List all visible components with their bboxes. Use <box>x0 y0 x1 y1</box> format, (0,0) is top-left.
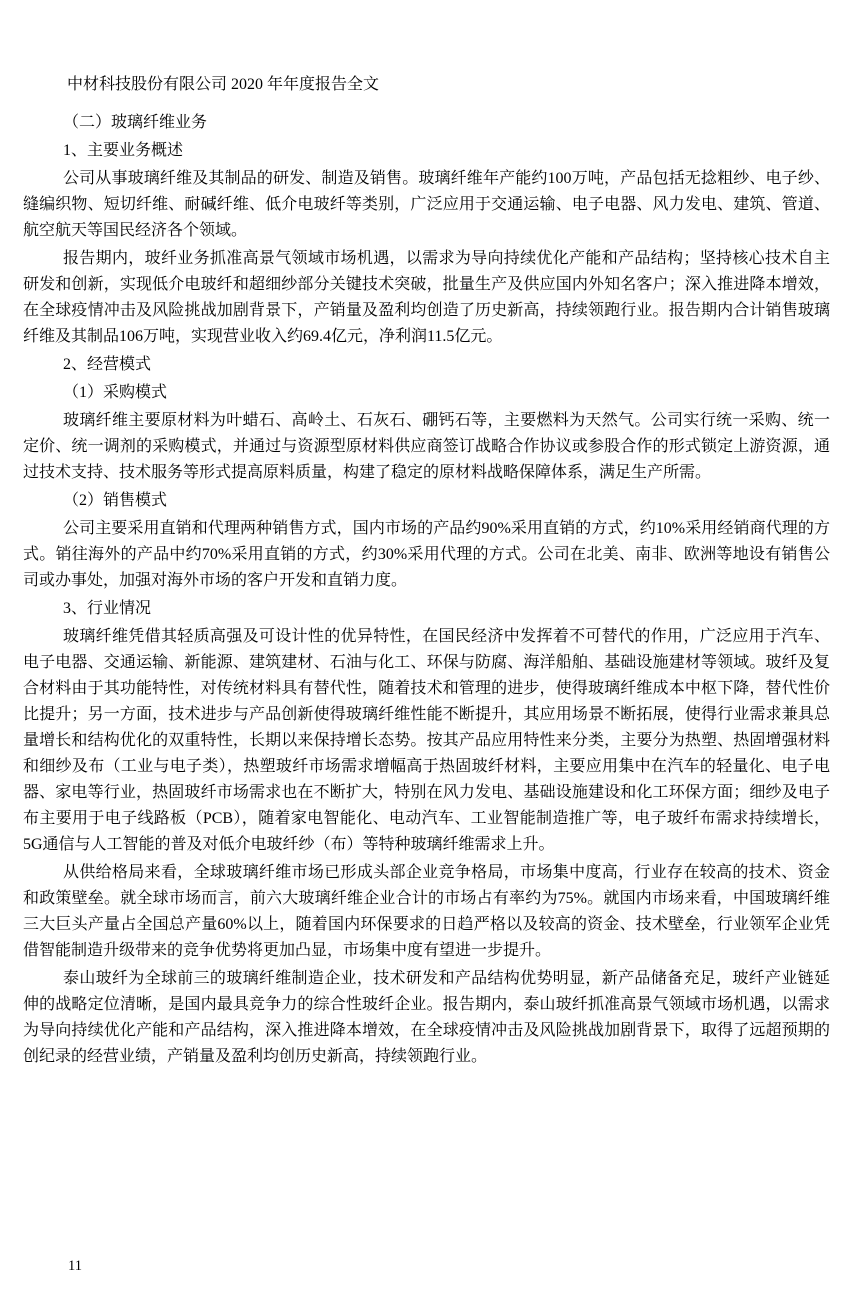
paragraph: 玻璃纤维凭借其轻质高强及可设计性的优异特性，在国民经济中发挥着不可替代的作用，广泛应用于汽车、电子电器、交通运输、新能源、建筑建材、石油与化工、环保与防腐、海洋船舶、基础设施建材等领域。玻纤及复合材料由于其功能特性，对传统材料具有替代性，随着技术和管理的进步，使得玻璃纤维成本中枢下降，替代性价比提升；另一方面，技术进步与产品创新使得玻璃纤维性能不断提升，其应用场景不断拓展，使得行业需求兼具总量增长和结构优化的双重特性，长期以来保持增长态势。按其产品应用特性来分类，主要分为热塑、热固增强材料和细纱及布（工业与电子类），热塑玻纤市场需求增幅高于热固玻纤材料，主要应用集中在汽车的轻量化、电子电器、家电等行业，热固玻纤市场需求也在不断扩大，特别在风力发电、基础设施建设和化工环保方面；细纱及电子布主要用于电子线路板（PCB），随着家电智能化、电动汽车、工业智能制造推广等，电子玻纤布需求持续增长，5G通信与人工智能的普及对低介电玻纤纱（布）等特种玻璃纤维需求上升。 <box>23 628 830 853</box>
report-content <box>23 70 830 1072</box>
paragraph: 报告期内，玻纤业务抓准高景气领域市场机遇，以需求为导向持续优化产能和产品结构；坚持核心技术自主研发和创新，实现低介电玻纤和超细纱部分关键技术突破，批量生产及供应国内外知名客户；深入推进降本增效，在全球疫情冲击及风险挑战加剧背景下，产销量及盈利均创造了历史新高，持续领跑行业。报告期内合计销售玻璃纤维及其制品106万吨，实现营业收入约69.4亿元，净利润11.5亿元。 <box>23 250 830 345</box>
page-number: 11 <box>68 1258 82 1274</box>
paragraph: 泰山玻纤为全球前三的玻璃纤维制造企业，技术研发和产品结构优势明显，新产品储备充足，玻纤产业链延伸的战略定位清晰，是国内最具竞争力的综合性玻纤企业。报告期内，泰山玻纤抓准高景气领域市场机遇，以需求为导向持续优化产能和产品结构，深入推进降本增效，在全球疫情冲击及风险挑战加剧背景下，取得了远超预期的创纪录的经营业绩，产销量及盈利均创历史新高，持续领跑行业。 <box>23 970 830 1065</box>
subsection-heading-business-overview: 1、主要业务概述 <box>63 142 184 159</box>
subsection-heading-procurement-model: （1）采购模式 <box>63 384 168 401</box>
subsection-heading-operating-model: 2、经营模式 <box>63 356 152 373</box>
paragraph: 从供给格局来看，全球玻璃纤维市场已形成头部企业竞争格局，市场集中度高，行业存在较高的技术、资金和政策壁垒。就全球市场而言，前六大玻璃纤维企业合计的市场占有率约为75%。就国内市场来看，中国玻璃纤维三大巨头产量占全国总产量60%以上，随着国内环保要求的日趋严格以及较高的资金、技术壁垒，行业领军企业凭借智能制造升级带来的竞争优势将更加凸显，市场集中度有望进一步提升。 <box>23 864 830 959</box>
paragraph: 公司从事玻璃纤维及其制品的研发、制造及销售。玻璃纤维年产能约100万吨，产品包括无捻粗纱、电子纱、缝编织物、短切纤维、耐碱纤维、低介电玻纤等类别，广泛应用于交通运输、电子电器、风力发电、建筑、管道、航空航天等国民经济各个领域。 <box>23 170 830 239</box>
report-header: 中材科技股份有限公司 2020 年年度报告全文 <box>67 76 380 93</box>
paragraph: 公司主要采用直销和代理两种销售方式，国内市场的产品约90%采用直销的方式，约10%采用经销商代理的方式。销往海外的产品中约70%采用直销的方式，约30%采用代理的方式。公司在北美、南非、欧洲等地设有销售公司或办事处，加强对海外市场的客户开发和直销力度。 <box>23 520 830 589</box>
paragraph: 玻璃纤维主要原材料为叶蜡石、高岭土、石灰石、硼钙石等，主要燃料为天然气。公司实行统一采购、统一定价、统一调剂的采购模式，并通过与资源型原材料供应商签订战略合作协议或参股合作的形式锁定上游资源，通过技术支持、技术服务等形式提高原料质量，构建了稳定的原材料战略保障体系，满足生产所需。 <box>23 412 830 481</box>
subsection-heading-industry-situation: 3、行业情况 <box>63 600 152 617</box>
section-heading-glass-fiber: （二）玻璃纤维业务 <box>63 114 208 131</box>
subsection-heading-sales-model: （2）销售模式 <box>63 492 168 509</box>
